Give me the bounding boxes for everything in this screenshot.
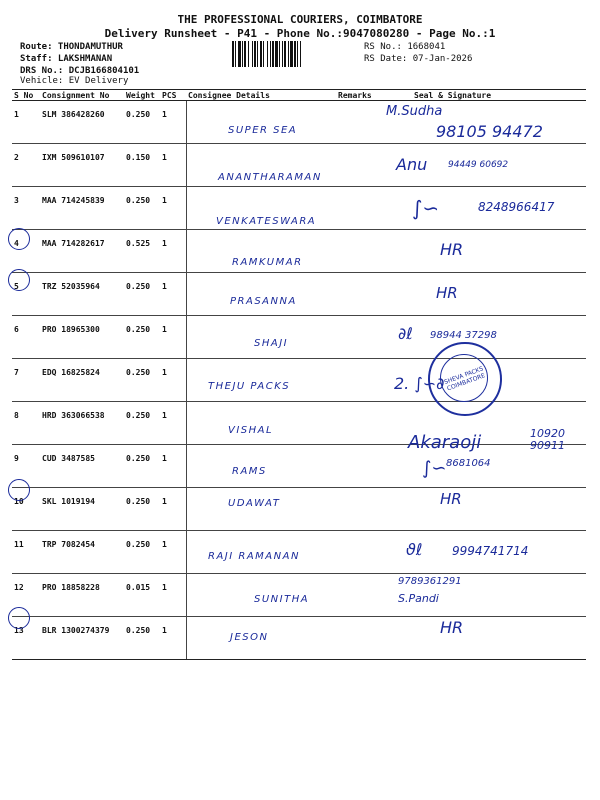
weight-value: 0.250	[124, 187, 160, 230]
serial-number: 5	[12, 273, 40, 316]
col-remarks: Remarks	[336, 90, 392, 101]
remarks-cell	[336, 101, 392, 144]
company-stamp	[428, 342, 502, 416]
serial-number: 12	[12, 574, 40, 617]
consignee-name-1: SUPER SEA	[228, 125, 298, 136]
col-consignee: Consignee Details	[186, 90, 336, 101]
weight-value: 0.525	[124, 230, 160, 273]
signature-11-mark: ϑℓ	[406, 540, 423, 559]
consignee-name-4: RAMKUMAR	[232, 257, 303, 268]
serial-number: 3	[12, 187, 40, 230]
col-sno: S No	[12, 90, 40, 101]
consignment-number: CUD 3487585	[40, 445, 124, 488]
signature-8-phone: 10920 90911	[530, 427, 565, 452]
signature-2-phone: 94449 60692	[448, 160, 509, 170]
signature-5: HR	[436, 284, 458, 302]
consignment-number: HRD 363066538	[40, 402, 124, 445]
signature-6-mark: ∂ℓ	[398, 324, 413, 343]
pieces-count: 1	[160, 574, 186, 617]
weight-value: 0.250	[124, 617, 160, 660]
signature-12-phone: 9789361291	[398, 576, 462, 587]
serial-number: 4	[12, 230, 40, 273]
pieces-count: 1	[160, 359, 186, 402]
consignee-name-9: RAMS	[232, 466, 267, 477]
signature-3-phone: 8248966417	[478, 200, 555, 214]
consignee-cell	[186, 316, 336, 359]
pieces-count: 1	[160, 617, 186, 660]
col-weight: Weight	[124, 90, 160, 101]
weight-value: 0.250	[124, 359, 160, 402]
serial-number: 8	[12, 402, 40, 445]
weight-value: 0.015	[124, 574, 160, 617]
weight-value: 0.250	[124, 316, 160, 359]
remarks-cell	[336, 316, 392, 359]
sno-circle-4	[8, 228, 30, 250]
weight-value: 0.250	[124, 273, 160, 316]
pieces-count: 1	[160, 101, 186, 144]
serial-number: 6	[12, 316, 40, 359]
remarks-cell	[336, 230, 392, 273]
seal-cell	[392, 488, 586, 531]
consignee-cell	[186, 359, 336, 402]
remarks-cell	[336, 531, 392, 574]
table-row	[12, 402, 586, 445]
pieces-count: 1	[160, 273, 186, 316]
signature-3-mark: ∫∽	[412, 196, 440, 220]
consignee-name-2: ANANTHARAMAN	[218, 172, 322, 183]
consignee-name-10: UDAWAT	[228, 498, 281, 509]
consignment-number: EDQ 16825824	[40, 359, 124, 402]
pieces-count: 1	[160, 230, 186, 273]
consignment-number: SKL 1019194	[40, 488, 124, 531]
col-consignment: Consignment No	[40, 90, 124, 101]
consignee-name-3: VENKATESWARA	[216, 216, 317, 227]
remarks-cell	[336, 488, 392, 531]
seal-cell	[392, 273, 586, 316]
pieces-count: 1	[160, 402, 186, 445]
remarks-cell	[336, 402, 392, 445]
seal-cell	[392, 617, 586, 660]
remarks-cell	[336, 445, 392, 488]
signature-7-mark: 2. ∫∽∂	[394, 374, 445, 393]
consignment-number: PRO 18858228	[40, 574, 124, 617]
consignment-number: IXM 509610107	[40, 144, 124, 187]
consignment-number: TRZ 52035964	[40, 273, 124, 316]
signature-1-name: M.Sudha	[386, 104, 443, 119]
table-row	[12, 445, 586, 488]
sno-circle-13	[8, 607, 30, 629]
signature-11-phone: 9994741714	[452, 544, 529, 558]
weight-value: 0.250	[124, 445, 160, 488]
rs-number: RS No.: 1668041	[364, 42, 446, 52]
weight-value: 0.250	[124, 101, 160, 144]
signature-13: HR	[440, 618, 464, 637]
consignee-name-13: JESON	[230, 632, 269, 643]
consignment-number: BLR 1300274379	[40, 617, 124, 660]
consignee-cell	[186, 273, 336, 316]
seal-cell	[392, 230, 586, 273]
consignee-name-8: VISHAL	[228, 425, 274, 436]
route-label: Route: THONDAMUTHUR	[20, 42, 123, 52]
remarks-cell	[336, 617, 392, 660]
col-seal: Seal & Signature	[392, 90, 586, 101]
signature-6-phone: 98944 37298	[430, 330, 497, 341]
signature-4: HR	[440, 240, 464, 259]
signature-12-name: S.Pandi	[398, 592, 439, 605]
company-title: THE PROFESSIONAL COURIERS, COIMBATORE	[177, 13, 423, 26]
serial-number: 10	[12, 488, 40, 531]
signature-9-mark: ∫∽	[422, 458, 447, 479]
weight-value: 0.150	[124, 144, 160, 187]
serial-number: 1	[12, 101, 40, 144]
remarks-cell	[336, 187, 392, 230]
barcode	[232, 41, 360, 67]
serial-number: 2	[12, 144, 40, 187]
sno-circle-5	[8, 269, 30, 291]
consignment-number: TRP 7082454	[40, 531, 124, 574]
serial-number: 11	[12, 531, 40, 574]
serial-number: 9	[12, 445, 40, 488]
vehicle-label: Vehicle: EV Delivery	[20, 76, 129, 86]
weight-value: 0.250	[124, 488, 160, 531]
pieces-count: 1	[160, 187, 186, 230]
weight-value: 0.250	[124, 402, 160, 445]
drs-label: DRS No.: DCJB166804101	[20, 66, 140, 76]
remarks-cell	[336, 144, 392, 187]
pieces-count: 1	[160, 144, 186, 187]
table-row	[12, 488, 586, 531]
signature-9-phone: 8681064	[446, 458, 491, 469]
consignee-cell	[186, 488, 336, 531]
stamp-text: SHEVA PACKS COIMBATORE	[443, 365, 487, 393]
runsheet-subtitle: Delivery Runsheet - P41 - Phone No.:9047080280 - Page No.:1	[104, 27, 496, 40]
pieces-count: 1	[160, 531, 186, 574]
col-pcs: PCS	[160, 90, 186, 101]
weight-value: 0.250	[124, 531, 160, 574]
consignee-name-6: SHAJI	[254, 338, 289, 349]
table-header	[12, 90, 586, 101]
consignment-number: SLM 386428260	[40, 101, 124, 144]
remarks-cell	[336, 574, 392, 617]
consignment-number: MAA 714245839	[40, 187, 124, 230]
table-row	[12, 316, 586, 359]
consignment-number: MAA 714282617	[40, 230, 124, 273]
signature-10: HR	[440, 490, 462, 508]
sno-circle-10	[8, 479, 30, 501]
consignee-cell	[186, 402, 336, 445]
pieces-count: 1	[160, 445, 186, 488]
serial-number: 13	[12, 617, 40, 660]
consignee-cell	[186, 101, 336, 144]
staff-label: Staff: LAKSHMANAN	[20, 54, 113, 64]
signature-8-name: Akaraoji	[408, 432, 482, 453]
consignee-name-5: PRASANNA	[230, 296, 297, 307]
rs-date: RS Date: 07-Jan-2026	[364, 54, 473, 64]
consignment-number: PRO 18965300	[40, 316, 124, 359]
table-row	[12, 273, 586, 316]
remarks-cell	[336, 359, 392, 402]
consignee-name-7: THEJU PACKS	[208, 381, 291, 392]
serial-number: 7	[12, 359, 40, 402]
table-row	[12, 617, 586, 660]
pieces-count: 1	[160, 488, 186, 531]
remarks-cell	[336, 273, 392, 316]
signature-1-phone: 98105 94472	[436, 122, 543, 141]
consignee-name-12: SUNITHA	[254, 594, 310, 605]
pieces-count: 1	[160, 316, 186, 359]
signature-2-name: Anu	[396, 155, 428, 174]
consignee-name-11: RAJI RAMANAN	[208, 551, 300, 562]
